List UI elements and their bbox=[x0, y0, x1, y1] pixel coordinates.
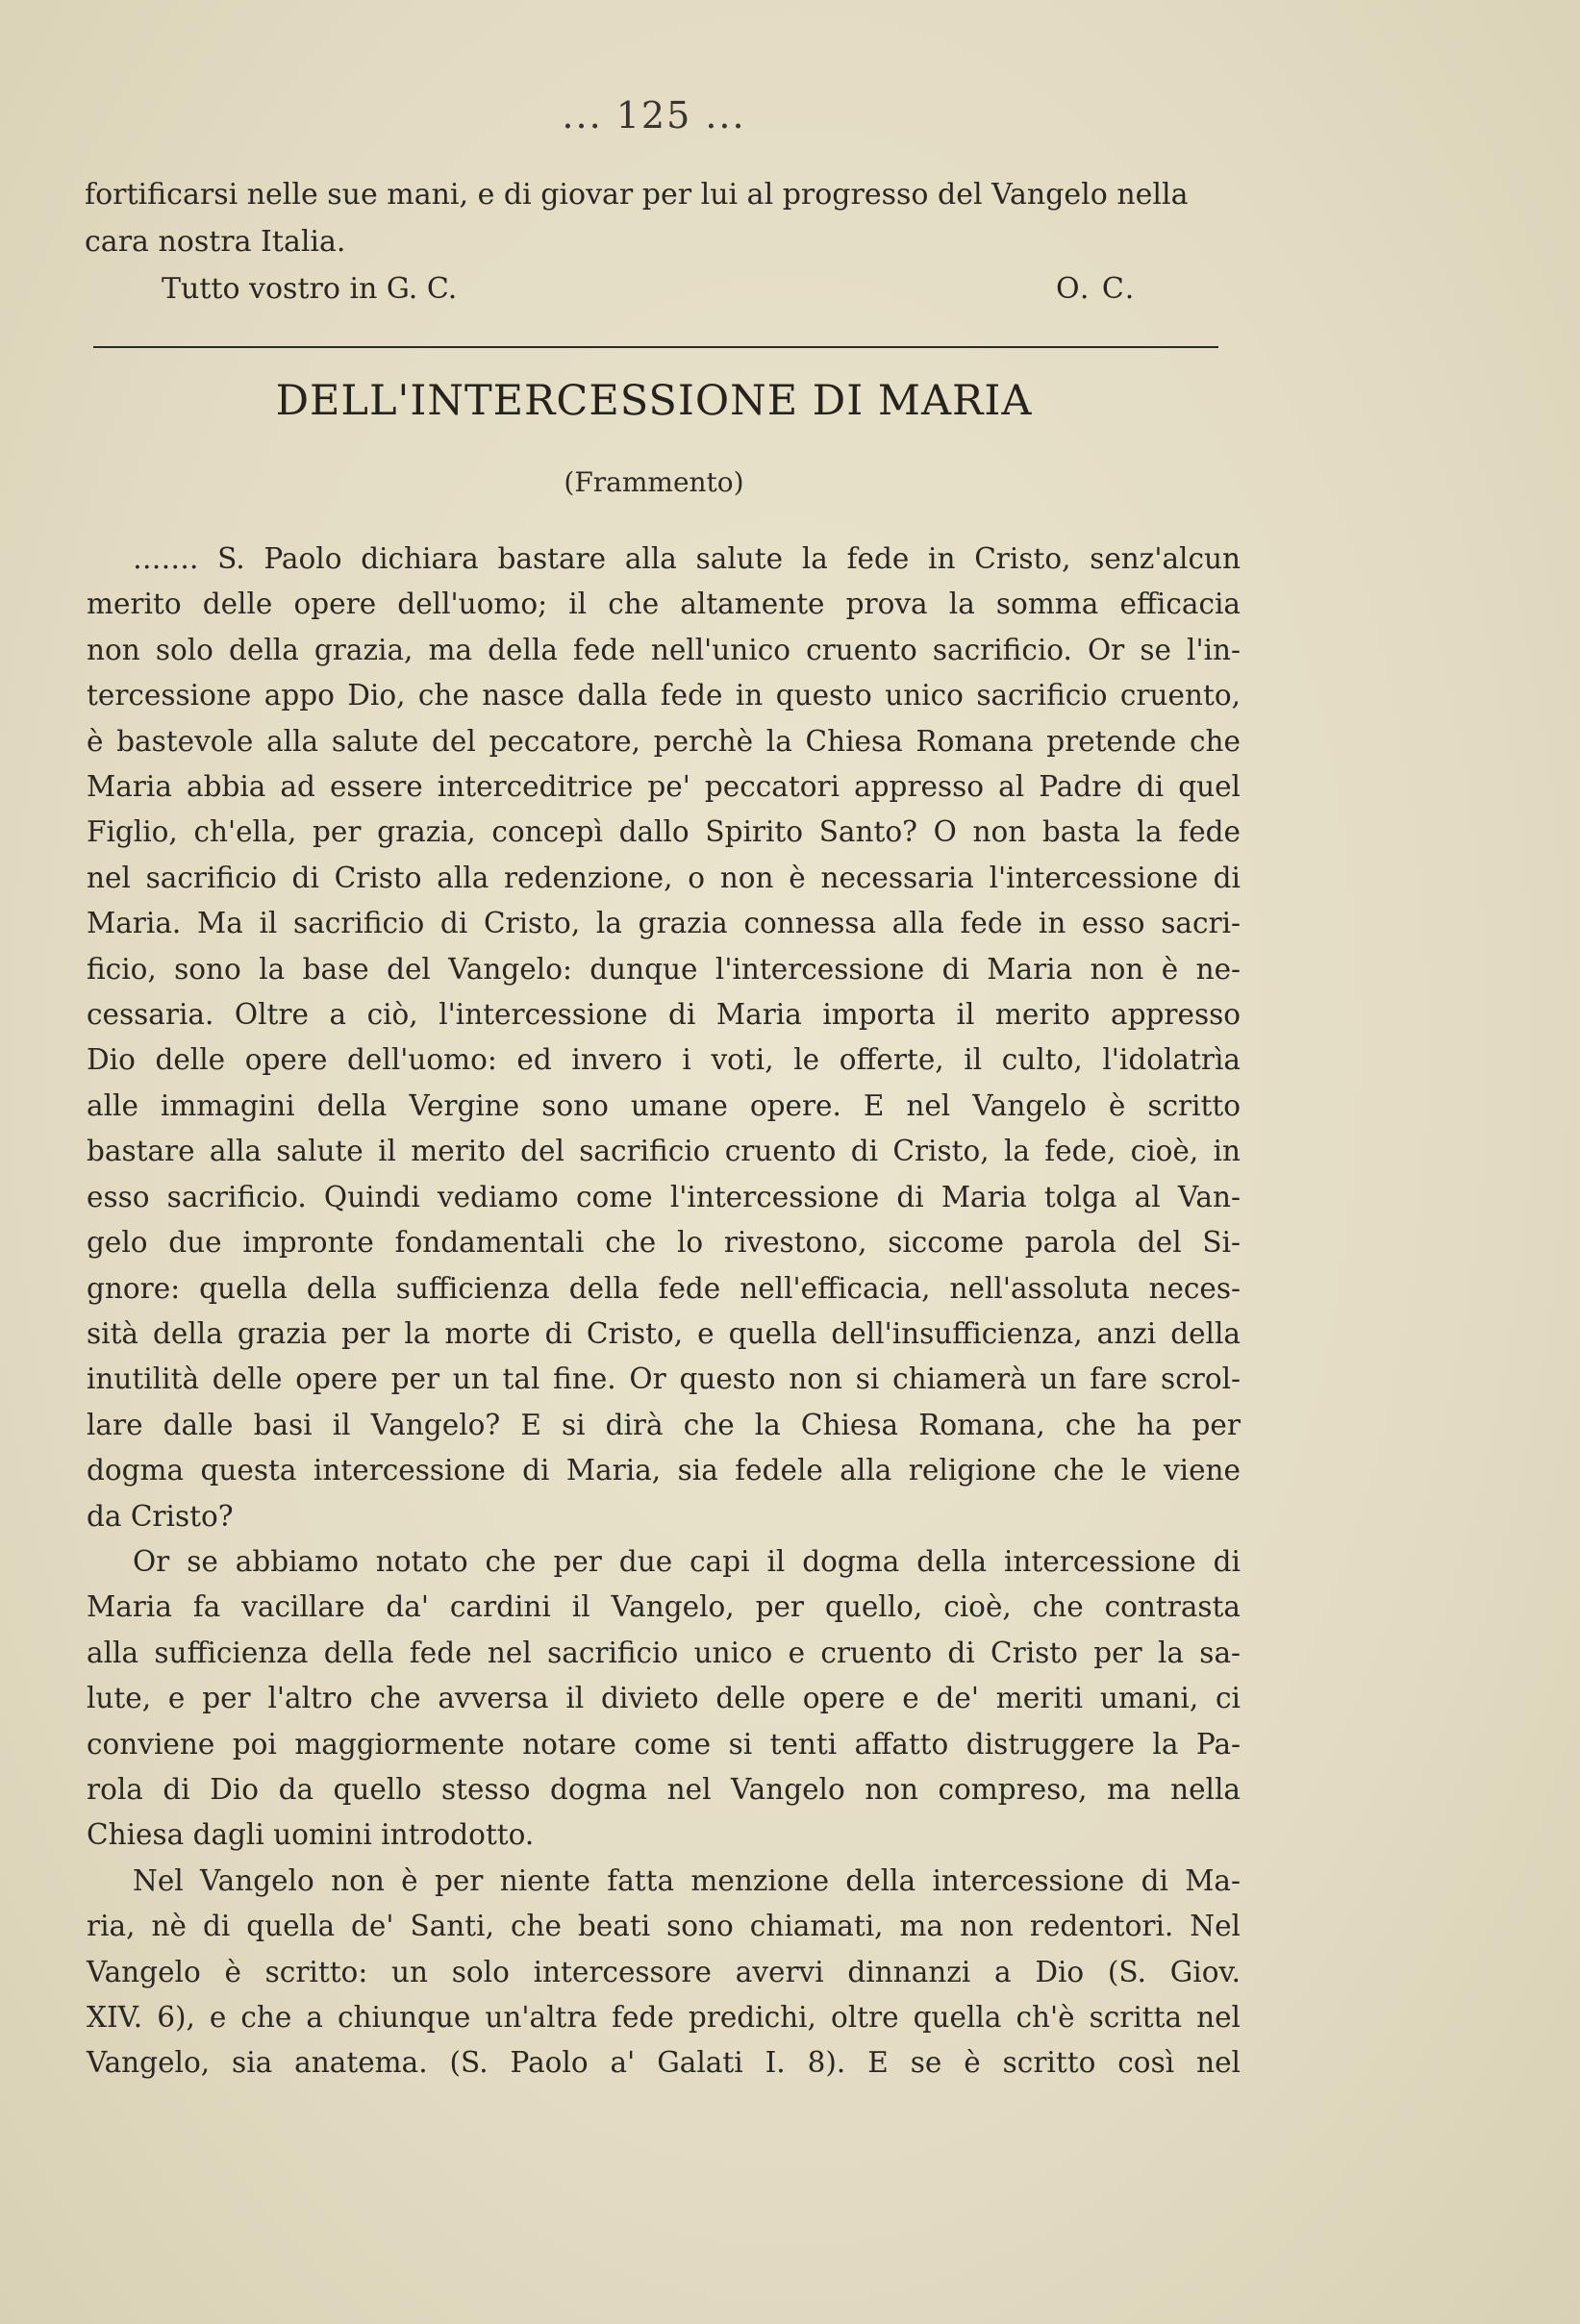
section-divider bbox=[93, 346, 1218, 348]
text-line: Nel Vangelo non è per niente fatta menzione della intercessione di Ma- bbox=[133, 1863, 1241, 1897]
text-line: ……. S. Paolo dichiara bastare alla salute la fede in Cristo, senz'alcun bbox=[133, 542, 1241, 575]
text-line: gnore: quella della sufficienza della fede nell'efficacia, nell'assoluta neces- bbox=[87, 1271, 1241, 1305]
text-line: lute, e per l'altro che avversa il divieto delle opere e de' meriti umani, ci bbox=[87, 1682, 1241, 1715]
text-line: non solo della grazia, ma della fede nell'unico cruento sacrificio. Or se l'in- bbox=[87, 633, 1241, 666]
page-number: ... 125 ... bbox=[562, 94, 746, 137]
text-line: rola di Dio da quello stesso dogma nel Vangelo non compreso, ma nella bbox=[87, 1772, 1241, 1806]
text-line: da Cristo? bbox=[87, 1499, 234, 1533]
article-body bbox=[87, 537, 1241, 2087]
text-line: gelo due impronte fondamentali che lo rivestono, siccome parola del Si- bbox=[87, 1226, 1241, 1260]
text-line: cara nostra Italia. bbox=[85, 225, 346, 259]
text-line: fortificarsi nelle sue mani, e di giovar per lui al progresso del Vangelo nella bbox=[85, 178, 1189, 212]
text-line: è bastevole alla salute del peccatore, perchè la Chiesa Romana pretende che bbox=[87, 724, 1241, 758]
text-line: Maria. Ma il sacrificio di Cristo, la grazia connessa alla fede in esso sacri- bbox=[87, 907, 1241, 940]
text-line: conviene poi maggiormente notare come si tenti affatto distruggere la Pa- bbox=[87, 1727, 1241, 1761]
text-line: sità della grazia per la morte di Cristo, e quella dell'insufficienza, anzi della bbox=[87, 1316, 1241, 1350]
author-initials: O. C. bbox=[1056, 272, 1137, 306]
text-line: alla sufficienza della fede nel sacrificio unico e cruento di Cristo per la sa- bbox=[87, 1636, 1241, 1669]
text-line: nel sacrificio di Cristo alla redenzione, o non è necessaria l'intercessione di bbox=[87, 861, 1241, 894]
text-line: Vangelo è scritto: un solo intercessore avervi dinnanzi a Dio (S. Giov. bbox=[87, 1955, 1241, 1988]
sign-off bbox=[85, 265, 1239, 312]
text-line: esso sacrificio. Quindi vediamo come l'intercessione di Maria tolga al Van- bbox=[87, 1180, 1241, 1213]
text-line: bastare alla salute il merito del sacrificio cruento di Cristo, la fede, cioè, in bbox=[87, 1135, 1241, 1168]
text-line: ria, nè di quella de' Santi, che beati sono chiamati, ma non redentori. Nel bbox=[87, 1910, 1241, 1943]
text-line: Or se abbiamo notato che per due capi il dogma della intercessione di bbox=[133, 1544, 1241, 1578]
text-line: merito delle opere dell'uomo; il che altamente prova la somma efficacia bbox=[87, 587, 1241, 621]
text-line: alle immagini della Vergine sono umane opere. E nel Vangelo è scritto bbox=[87, 1088, 1241, 1122]
text-line: XIV. 6), e che a chiunque un'altra fede predichi, oltre quella ch'è scritta nel bbox=[87, 2001, 1241, 2034]
text-line: Chiesa dagli uomini introdotto. bbox=[87, 1818, 535, 1852]
previous-article-ending bbox=[85, 171, 1239, 312]
text-line: inutilità delle opere per un tal fine. Or questo non si chiamerà un fare scrol- bbox=[87, 1362, 1241, 1396]
text-line: lare dalle basi il Vangelo? E si dirà che la Chiesa Romana, che ha per bbox=[87, 1408, 1241, 1441]
text-line: Dio delle opere dell'uomo: ed invero i voti, le offerte, il culto, l'idolatrìa bbox=[87, 1043, 1241, 1077]
text-line: Maria abbia ad essere interceditrice pe' peccatori appresso al Padre di quel bbox=[87, 770, 1241, 804]
text-line: dogma questa intercessione di Maria, sia fedele alla religione che le viene bbox=[87, 1454, 1241, 1487]
text-line: cessaria. Oltre a ciò, l'intercessione di Maria importa il merito appresso bbox=[87, 998, 1241, 1032]
text-line: Maria fa vacillare da' cardini il Vangelo, per quello, cioè, che contrasta bbox=[87, 1590, 1241, 1624]
article-title: DELL'INTERCESSIONE DI MARIA bbox=[275, 377, 1033, 425]
closing-salutation: Tutto vostro in G. C. bbox=[162, 272, 458, 306]
article-subtitle: (Frammento) bbox=[564, 466, 744, 498]
text-line: Figlio, ch'ella, per grazia, concepì dallo Spirito Santo? O non basta la fede bbox=[87, 815, 1241, 849]
text-line: ficio, sono la base del Vangelo: dunque l'intercessione di Maria non è ne- bbox=[87, 952, 1241, 986]
text-line: Vangelo, sia anatema. (S. Paolo a' Galati I. 8). E se è scritto così nel bbox=[87, 2046, 1241, 2080]
text-line: tercessione appo Dio, che nasce dalla fede in questo unico sacrificio cruento, bbox=[87, 679, 1241, 712]
